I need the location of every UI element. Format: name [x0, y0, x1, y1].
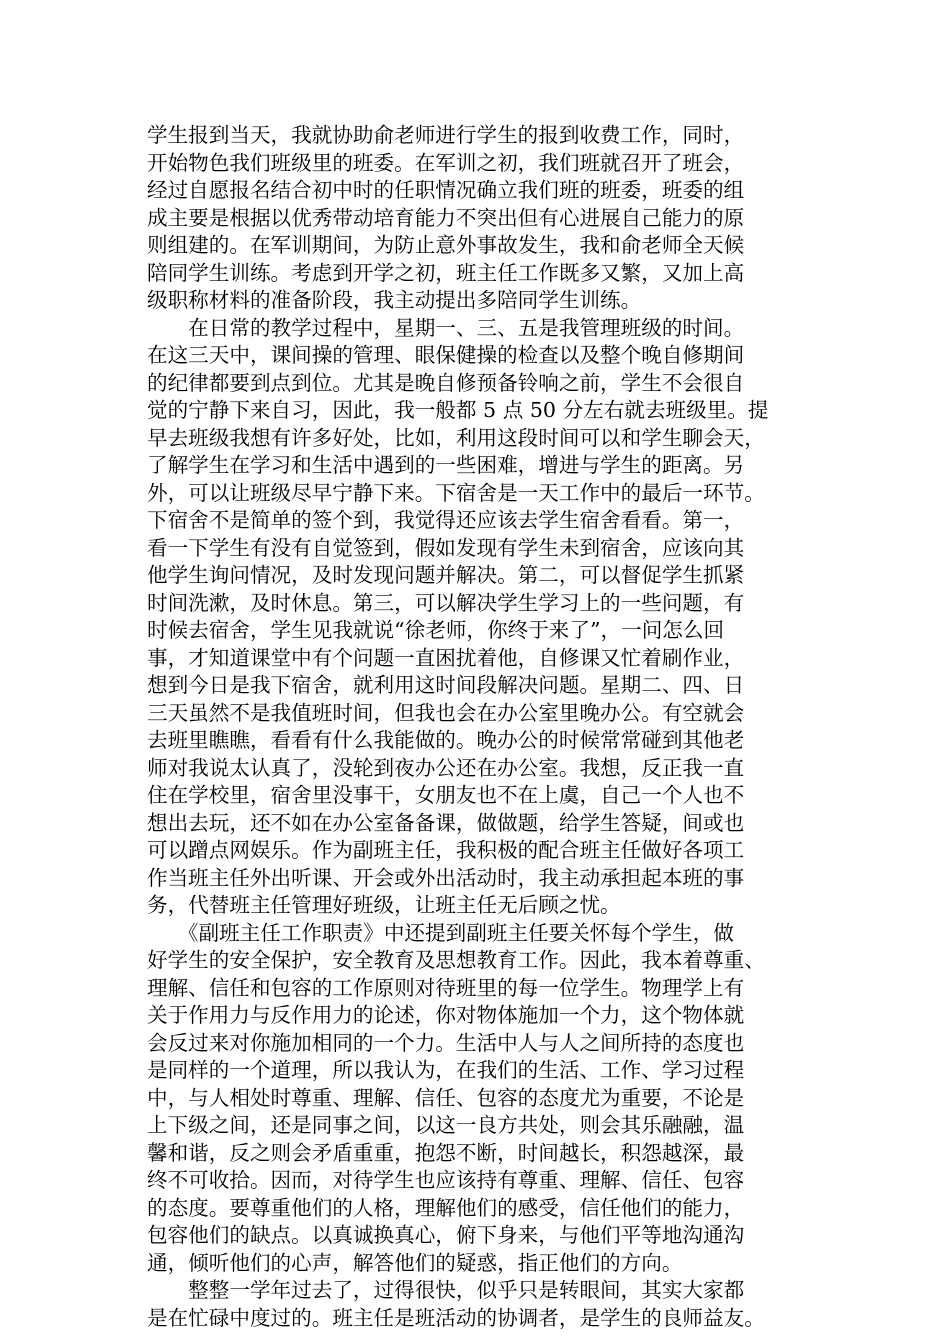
text-line: 外，可以让班级尽早宁静下来。下宿舍是一天工作中的最后一环节。	[147, 480, 765, 505]
text-line: 是在忙碌中度过的。班主任是班活动的协调者，是学生的良师益友。	[147, 1305, 765, 1330]
text-line: 学生报到当天，我就协助俞老师进行学生的报到收费工作，同时，	[147, 123, 745, 147]
text-line: 《副班主任工作职责》中还提到副班主任要关怀每个学生，做	[147, 920, 734, 945]
text-line: 在这三天中，课间操的管理、眼保健操的检查以及整个晚自修期间	[147, 343, 745, 367]
text-line: 觉的宁静下来自习，因此，我一般都 5 点 50 分左右就去班级里。提	[147, 398, 769, 422]
text-line: 终不可收拾。因而，对待学生也应该持有尊重、理解、信任、包容	[147, 1168, 745, 1192]
text-line: 想到今日是我下宿舍，就利用这时间段解决问题。星期二、四、日	[147, 673, 745, 697]
text-line: 开始物色我们班级里的班委。在军训之初，我们班就召开了班会，	[147, 150, 745, 175]
text-line: 上下级之间，还是同事之间，以这一良方共处，则会其乐融融，温	[147, 1113, 745, 1137]
text-line: 是同样的一个道理，所以我认为，在我们的生活、工作、学习过程	[147, 1058, 745, 1082]
text-line: 的纪律都要到点到位。尤其是晚自修预备铃响之前，学生不会很自	[147, 370, 745, 395]
text-line: 了解学生在学习和生活中遇到的一些困难，增进与学生的距离。另	[147, 453, 745, 477]
document-body-text	[147, 122, 827, 1332]
text-line: 时候去宿舍，学生见我就说“徐老师，你终于来了”，一问怎么回	[147, 618, 725, 642]
text-line: 时间洗漱，及时休息。第三，可以解决学生学习上的一些问题，有	[147, 590, 745, 615]
text-line: 事，才知道课堂中有个问题一直困扰着他，自修课又忙着刷作业，	[147, 645, 745, 670]
text-line: 馨和谐，反之则会矛盾重重，抱怨不断，时间越长，积怨越深，最	[147, 1140, 745, 1165]
text-line: 可以蹭点网娱乐。作为副班主任，我积极的配合班主任做好各项工	[147, 838, 745, 862]
text-line: 他学生询问情况，及时发现问题并解决。第二，可以督促学生抓紧	[147, 563, 745, 587]
text-line: 下宿舍不是简单的签个到，我觉得还应该去学生宿舍看看。第一，	[147, 508, 745, 532]
text-line: 经过自愿报名结合初中时的任职情况确立我们班的班委，班委的组	[147, 178, 745, 202]
text-line: 在日常的教学过程中，星期一、三、五是我管理班级的时间。	[147, 315, 745, 340]
text-line: 看一下学生有没有自觉签到，假如发现有学生未到宿舍，应该向其	[147, 535, 745, 560]
text-line: 师对我说太认真了，没轮到夜办公还在办公室。我想，反正我一直	[147, 755, 745, 780]
text-line: 会反过来对你施加相同的一个力。生活中人与人之间所持的态度也	[147, 1030, 745, 1055]
text-line: 务，代替班主任管理好班级，让班主任无后顾之忧。	[147, 893, 621, 917]
text-line: 则组建的。在军训期间，为防止意外事故发生，我和俞老师全天候	[147, 233, 745, 257]
text-line: 三天虽然不是我值班时间，但我也会在办公室里晚办公。有空就会	[147, 700, 745, 725]
text-line: 想出去玩，还不如在办公室备备课，做做题，给学生答疑，间或也	[147, 810, 745, 835]
text-line: 的态度。要尊重他们的人格，理解他们的感受，信任他们的能力，	[147, 1195, 745, 1220]
text-line: 理解、信任和包容的工作原则对待班里的每一位学生。物理学上有	[147, 975, 745, 1000]
text-line: 关于作用力与反作用力的论述，你对物体施加一个力，这个物体就	[147, 1003, 745, 1027]
text-line: 成主要是根据以优秀带动培育能力不突出但有心进展自己能力的原	[147, 205, 745, 230]
text-line: 通，倾听他们的心声，解答他们的疑惑，指正他们的方向。	[147, 1250, 683, 1275]
text-line: 陪同学生训练。考虑到开学之初，班主任工作既多又繁，又加上高	[147, 260, 745, 285]
text-line: 作当班主任外出听课、开会或外出活动时，我主动承担起本班的事	[147, 865, 745, 890]
text-line: 住在学校里，宿舍里没事干，女朋友也不在上虞，自己一个人也不	[147, 783, 745, 807]
text-line: 整整一学年过去了，过得很快，似乎只是转眼间，其实大家都	[147, 1278, 745, 1302]
text-line: 好学生的安全保护，安全教育及思想教育工作。因此，我本着尊重、	[147, 948, 765, 972]
text-line: 级职称材料的准备阶段，我主动提出多陪同学生训练。	[147, 288, 642, 312]
text-line: 早去班级我想有许多好处，比如，利用这段时间可以和学生聊会天，	[147, 425, 765, 450]
text-line: 包容他们的缺点。以真诚换真心，俯下身来，与他们平等地沟通沟	[147, 1223, 745, 1247]
text-line: 中，与人相处时尊重、理解、信任、包容的态度尤为重要，不论是	[147, 1085, 745, 1110]
text-line: 去班里瞧瞧，看看有什么我能做的。晚办公的时候常常碰到其他老	[147, 728, 745, 752]
